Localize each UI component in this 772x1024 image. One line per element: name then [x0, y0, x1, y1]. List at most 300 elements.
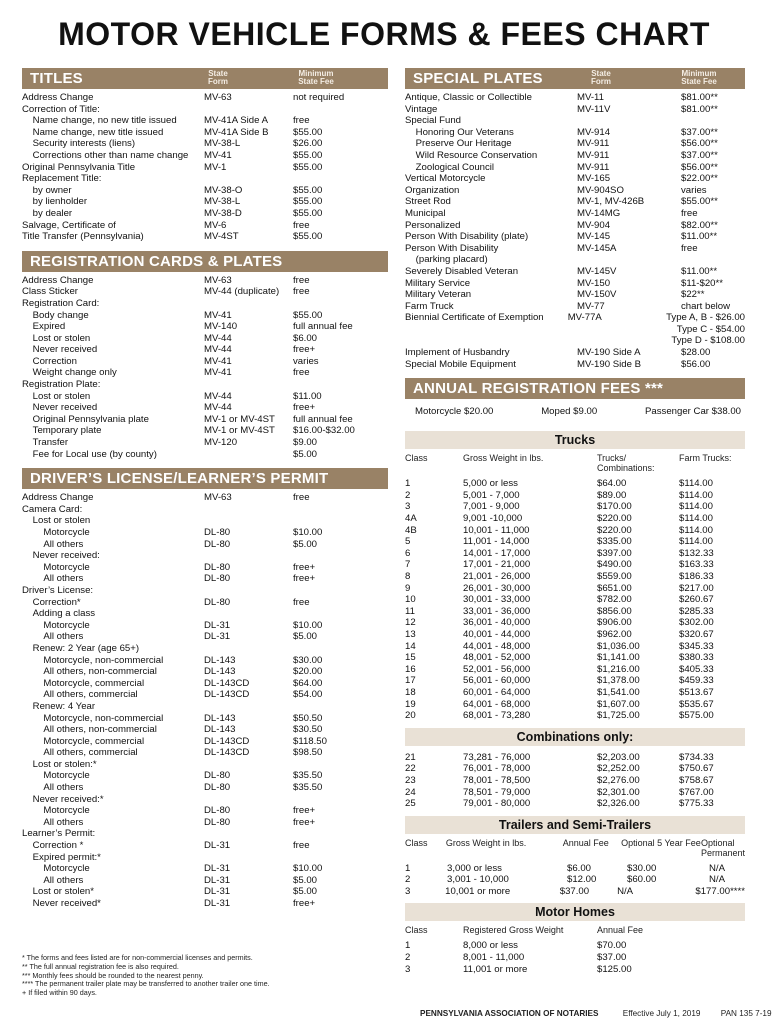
table-cell: 9	[405, 582, 411, 594]
item-label: Replacement Title:	[22, 173, 102, 185]
table-cell: 8,001 - 11,000	[463, 952, 525, 964]
table-row	[405, 710, 745, 722]
table-row	[22, 173, 388, 185]
table-cell: 52,001 - 56,000	[463, 663, 531, 675]
table-row	[22, 402, 388, 414]
table-cell: 64,001 - 68,000	[463, 698, 531, 710]
table-cell: 40,001 - 44,000	[463, 628, 531, 640]
fee-value: varies	[293, 355, 319, 367]
item-label: Organization	[405, 184, 460, 196]
table-title: Trucks	[405, 431, 745, 449]
item-label: Biennial Certificate of Exemption	[405, 312, 544, 324]
column-header: Class	[405, 925, 428, 936]
form-number: MV-77A	[567, 312, 602, 324]
fee-value: $98.50	[293, 747, 323, 759]
table-row	[22, 104, 388, 116]
table-title: Combinations only:	[405, 728, 745, 746]
form-number: DL-31	[204, 898, 231, 909]
table-cell: $405.33	[679, 663, 714, 675]
table-cell: 7	[405, 559, 411, 571]
table-cell: $1,378.00	[597, 675, 640, 687]
table-cell: 11	[405, 605, 415, 617]
table-cell: $186.33	[679, 571, 714, 582]
item-label: Fee for Local use (by county)	[22, 448, 157, 460]
table-cell: $302.00	[679, 617, 714, 629]
table-cell: $2,203.00	[597, 751, 640, 763]
item-label: All others	[22, 631, 84, 643]
fee-value: $55.00	[293, 231, 323, 243]
table-cell: $575.00	[679, 710, 714, 722]
table-cell: $513.67	[679, 686, 714, 698]
item-label: Address Change	[22, 274, 94, 286]
item-label: Correction	[22, 355, 77, 367]
fee-value: $64.00	[293, 677, 323, 689]
item-label: Motorcycle	[22, 619, 90, 631]
section-title: SPECIAL PLATES	[413, 70, 543, 87]
item-label: by lienholder	[22, 196, 88, 208]
section-header	[22, 468, 388, 489]
form-number	[204, 701, 293, 713]
fee-value: $6.00	[293, 332, 318, 344]
table-cell: $1,216.00	[597, 663, 640, 675]
table-row	[22, 286, 388, 298]
table-row	[22, 689, 388, 701]
fee-value: $11.00	[293, 390, 322, 402]
table-cell: $60.00	[627, 874, 657, 886]
table-row	[22, 379, 388, 391]
table-row	[22, 425, 388, 437]
item-label: All others, non-commercial	[22, 666, 157, 678]
fee-value: $81.00**	[681, 103, 718, 115]
form-number: MV-14MG	[577, 207, 621, 219]
item-label: Temporary plate	[22, 425, 102, 437]
table-row	[405, 92, 745, 104]
table-row	[22, 805, 388, 817]
fee-value	[293, 759, 388, 771]
table-cell: 8,000 or less	[463, 940, 518, 952]
form-number: MV-1 or MV-4ST	[204, 413, 275, 425]
fee-value: $81.00**	[681, 92, 718, 103]
fee-value: $22**	[681, 289, 705, 301]
form-number	[204, 298, 293, 310]
table-row	[22, 898, 388, 910]
form-number: MV-41	[204, 355, 232, 367]
fee-rows	[22, 275, 388, 461]
item-label: Security interests (liens)	[22, 138, 136, 150]
form-number: DL-31	[204, 840, 231, 852]
item-label: Driver’s License:	[22, 584, 94, 596]
bottom-line	[420, 1009, 772, 1018]
form-number	[204, 585, 293, 597]
item-label: Transfer	[22, 437, 69, 449]
form-number: MV-77	[577, 300, 605, 312]
fee-value: Type A, B - $26.00	[666, 312, 745, 324]
table-row	[405, 138, 745, 150]
table-row	[22, 115, 388, 127]
fee-value: $5.00	[293, 448, 318, 460]
section-title: TITLES	[30, 70, 83, 87]
table-cell: 2	[405, 874, 411, 886]
table-row	[22, 747, 388, 759]
table-row	[405, 231, 745, 243]
form-number: DL-31	[204, 874, 231, 886]
fee-value: free	[293, 840, 310, 852]
fee-value: $56.00	[681, 358, 711, 370]
table-cell: $734.33	[679, 751, 714, 763]
table-row	[405, 652, 745, 664]
table-cell: $217.00	[679, 582, 714, 594]
table-cell: 1	[405, 940, 411, 952]
item-label: All others	[22, 538, 84, 550]
annual-fees-section	[405, 378, 745, 975]
item-label: Expired	[22, 321, 66, 333]
item-label: Never received:*	[22, 793, 104, 805]
table-cell: 10,001 - 11,000	[463, 524, 530, 536]
table-cell: 3	[405, 501, 411, 513]
table-row	[405, 243, 745, 255]
section-title: DRIVER’S LICENSE/LEARNER’S PERMIT	[30, 470, 329, 488]
form-number	[204, 173, 293, 185]
table-cell: $37.00	[559, 885, 590, 897]
form-number: MV-140	[204, 321, 238, 333]
item-label: Motorcycle, commercial	[22, 735, 145, 747]
fee-value: full annual fee	[293, 413, 353, 425]
form-number	[204, 852, 293, 864]
column-header: Registered Gross Weight	[463, 925, 564, 936]
form-number: DL-80	[204, 596, 231, 608]
fee-value	[293, 515, 388, 527]
form-number	[204, 828, 293, 840]
fee-value: $30.50	[293, 724, 323, 736]
table-row	[405, 571, 745, 583]
form-number: MV-44	[204, 332, 232, 344]
table-cell: $114.00	[679, 489, 713, 501]
table-row	[405, 220, 745, 232]
fee-value: free	[681, 242, 698, 254]
fee-value: $11.00**	[681, 265, 718, 277]
form-number: DL-80	[204, 527, 231, 538]
table-cell: 14,001 - 17,000	[463, 547, 531, 559]
form-number: MV-11	[577, 92, 605, 103]
item-label: Vertical Motorcycle	[405, 173, 486, 185]
fee-value: $55.00	[293, 149, 323, 161]
form-number: DL-143CD	[204, 677, 250, 689]
fee-value	[681, 254, 745, 266]
table-row	[22, 550, 388, 562]
form-number: DL-80	[204, 816, 231, 828]
form-number: DL-80	[204, 782, 231, 794]
item-label: Vintage	[405, 103, 438, 115]
item-label: Class Sticker	[22, 286, 78, 298]
table-cell: $114.00	[679, 524, 713, 536]
table-title: Motor Homes	[405, 903, 745, 921]
fee-value	[681, 115, 745, 127]
form-number	[204, 643, 293, 655]
table-row	[405, 127, 745, 139]
fee-value	[293, 173, 388, 185]
fee-value	[293, 643, 388, 655]
table-row	[22, 608, 388, 620]
table-cell: $2,301.00	[597, 786, 640, 798]
item-label: Address Change	[22, 492, 94, 504]
table-cell: $220.00	[597, 513, 632, 525]
form-number: MV-44	[204, 402, 232, 414]
fee-value: $54.00	[293, 689, 323, 701]
table-row	[405, 150, 745, 162]
form-number: MV-904SO	[577, 184, 624, 196]
item-label: by owner	[22, 184, 72, 196]
form-number: DL-31	[204, 619, 231, 631]
table-cell: $114.00	[679, 478, 713, 490]
fee-value: $50.50	[293, 712, 323, 724]
fee-value: $5.00	[293, 874, 318, 886]
table-cell: 24	[405, 786, 416, 798]
table-cell: $535.67	[679, 698, 714, 710]
section	[405, 68, 745, 370]
table-cell: 1	[405, 862, 411, 874]
table-header	[405, 453, 745, 473]
form-number	[204, 104, 293, 116]
table-row	[22, 539, 388, 551]
fee-value: free	[681, 207, 698, 219]
item-label: Motorcycle	[22, 863, 90, 875]
fee-value: full annual fee	[293, 321, 353, 333]
table-cell: 23	[405, 774, 416, 786]
form-number: MV-41	[204, 149, 232, 161]
item-label: Never received	[22, 344, 98, 356]
form-number: MV-4ST	[204, 231, 239, 243]
item-label: Lost or stolen*	[22, 886, 94, 898]
fee-value: $37.00**	[681, 149, 718, 161]
table-cell: $1,036.00	[597, 640, 640, 652]
form-number: DL-31	[204, 886, 231, 898]
table-header	[405, 925, 745, 935]
fee-value	[293, 104, 388, 116]
fee-value: $55.00	[293, 309, 323, 321]
fee-value: free	[293, 367, 310, 379]
item-label: Camera Card:	[22, 503, 83, 515]
item-label: Renew: 2 Year (age 65+)	[22, 642, 140, 654]
fee-value: $9.00	[293, 437, 318, 449]
table-cell: N/A	[617, 885, 634, 897]
table-cell: 5,001 - 7,000	[463, 489, 520, 501]
table-row	[22, 620, 388, 632]
form-number	[204, 550, 293, 562]
item-label: Expired permit:*	[22, 851, 101, 863]
table-cell: $12.00	[567, 874, 597, 886]
table-row	[22, 527, 388, 539]
item-label: Motorcycle, commercial	[22, 677, 145, 689]
table-cell: 22	[405, 763, 416, 775]
form-number: MV-44 (duplicate)	[204, 286, 280, 298]
table-cell: $962.00	[597, 628, 632, 640]
item-label: Body change	[22, 309, 89, 321]
fee-value: free+	[293, 805, 316, 817]
fee-value: Type D - $108.00	[671, 335, 745, 347]
form-number: MV-41A Side B	[204, 126, 269, 138]
table-cell: $906.00	[597, 617, 632, 629]
table-row	[405, 629, 745, 641]
fee-value: free+	[293, 573, 316, 585]
item-label: by dealer	[22, 207, 73, 219]
form-number: DL-80	[204, 805, 231, 817]
column-header: Annual Fee	[562, 837, 609, 848]
page-title: MOTOR VEHICLE FORMS & FEES CHART	[58, 16, 710, 52]
item-label: Motorcycle	[22, 805, 90, 817]
table-cell: $177.00****	[695, 885, 746, 897]
item-label	[405, 324, 574, 336]
fee-value	[293, 550, 388, 562]
table-cell: $651.00	[597, 582, 632, 594]
table-cell: N/A	[709, 862, 725, 874]
fee-value: $37.00**	[681, 126, 718, 138]
item-label: Weight change only	[22, 367, 117, 379]
table-row	[405, 699, 745, 711]
table-cell: 2	[405, 489, 411, 501]
fee-value: free+	[293, 898, 316, 909]
table-row	[22, 724, 388, 736]
form-number: DL-80	[204, 573, 231, 585]
fee-value	[293, 379, 388, 391]
form-number	[204, 504, 293, 516]
footnote: + If filed within 90 days.	[22, 988, 97, 998]
footnotes	[22, 954, 392, 998]
table-cell: $758.67	[679, 774, 714, 786]
table-row	[405, 964, 745, 976]
table-cell: $1,725.00	[597, 710, 640, 722]
item-label: Honoring Our Veterans	[405, 126, 514, 138]
fee-value: chart below	[681, 300, 731, 312]
table-row	[22, 504, 388, 516]
form-number: MV-150	[577, 277, 611, 289]
table-cell: $559.00	[597, 571, 632, 582]
form-number: DL-143	[204, 666, 236, 678]
fee-value: Type C - $54.00	[676, 323, 745, 335]
table-cell: $1,541.00	[597, 686, 640, 698]
table-cell: 76,001 - 78,000	[463, 763, 531, 775]
table-cell: 5,000 or less	[463, 478, 518, 490]
item-label: Never received*	[22, 898, 101, 909]
table-cell: $767.00	[679, 786, 714, 798]
table-row	[405, 594, 745, 606]
table-cell: 21	[405, 751, 416, 763]
right-column	[405, 68, 745, 983]
table-cell: $2,276.00	[597, 774, 640, 786]
table-cell: 17,001 - 21,000	[463, 559, 531, 571]
table-cell: 5	[405, 536, 411, 548]
form-number: MV-38-D	[204, 207, 242, 219]
form-number	[577, 254, 681, 266]
table-row	[22, 782, 388, 794]
table-cell: 78,001 - 78,500	[463, 774, 531, 786]
table-cell: 8	[405, 571, 411, 582]
fee-value	[293, 701, 388, 713]
item-label: Adding a class	[22, 608, 96, 620]
fee-value: $55.00	[293, 207, 323, 219]
item-label: All others	[22, 874, 84, 886]
table-cell: $6.00	[567, 862, 592, 874]
fee-value: free	[293, 115, 310, 127]
table-row	[405, 952, 745, 964]
fee-value: $56.00**	[681, 138, 718, 150]
table-row	[405, 312, 745, 324]
form-number	[204, 379, 293, 391]
fee-value: free	[293, 219, 310, 231]
table-row	[405, 874, 745, 886]
table-row	[22, 828, 388, 840]
table-cell: 12	[405, 617, 416, 629]
fee-value: free+	[293, 816, 316, 828]
table-cell: 2	[405, 952, 411, 964]
table-row	[405, 208, 745, 220]
form-number: MV-911	[577, 149, 610, 161]
section-title: REGISTRATION CARDS & PLATES	[30, 252, 283, 270]
form-number: DL-80	[204, 538, 231, 550]
form-number: DL-80	[204, 561, 231, 573]
table-row	[22, 562, 388, 574]
fee-value: $5.00	[293, 538, 318, 550]
table-row	[22, 231, 388, 243]
column-header: Annual Fee	[597, 925, 644, 936]
table-row	[22, 391, 388, 403]
table-cell: $125.00	[597, 963, 632, 975]
form-number: MV-38-L	[204, 196, 241, 208]
fee-value: $55.00	[293, 161, 323, 173]
item-label: Registration Card:	[22, 297, 100, 309]
form-number: MV-914	[577, 126, 611, 138]
table-cell: $490.00	[597, 559, 632, 571]
left-column	[22, 68, 388, 918]
form-number	[204, 449, 293, 461]
form-number: MV-6	[204, 219, 227, 231]
table-row	[405, 490, 745, 502]
section-header	[405, 378, 745, 399]
table-cell: $163.33	[679, 559, 714, 571]
table-row	[405, 359, 745, 371]
table-row	[405, 513, 745, 525]
table-cell: 16	[405, 663, 416, 675]
item-label: Corrections other than name change	[22, 149, 189, 161]
table-cell: $750.67	[679, 763, 714, 775]
table-row	[22, 310, 388, 322]
table-row	[405, 886, 745, 898]
basic-fee: Passenger Car $38.00	[645, 406, 741, 418]
table-row	[22, 162, 388, 174]
form-number	[574, 324, 676, 336]
table-cell: $345.33	[679, 640, 714, 652]
column-header: Class	[405, 453, 428, 464]
form-number: MV-904	[577, 219, 611, 231]
form-number: MV-11V	[577, 103, 611, 115]
item-label: Military Service	[405, 277, 471, 289]
table-row	[405, 559, 745, 571]
table-cell: $397.00	[597, 547, 632, 559]
table-row	[405, 335, 745, 347]
table-row	[22, 208, 388, 220]
form-number	[204, 515, 293, 527]
item-label: Lost or stolen	[22, 332, 91, 344]
table-cell: 19	[405, 698, 416, 710]
fee-value: $55.00**	[681, 196, 718, 208]
item-label: Special Mobile Equipment	[405, 358, 516, 370]
table-row	[405, 278, 745, 290]
fee-value: $26.00	[293, 138, 323, 150]
fee-value: free	[293, 286, 310, 298]
table-row	[22, 840, 388, 852]
fee-value	[293, 298, 388, 310]
table-row	[22, 275, 388, 287]
table-row	[22, 678, 388, 690]
